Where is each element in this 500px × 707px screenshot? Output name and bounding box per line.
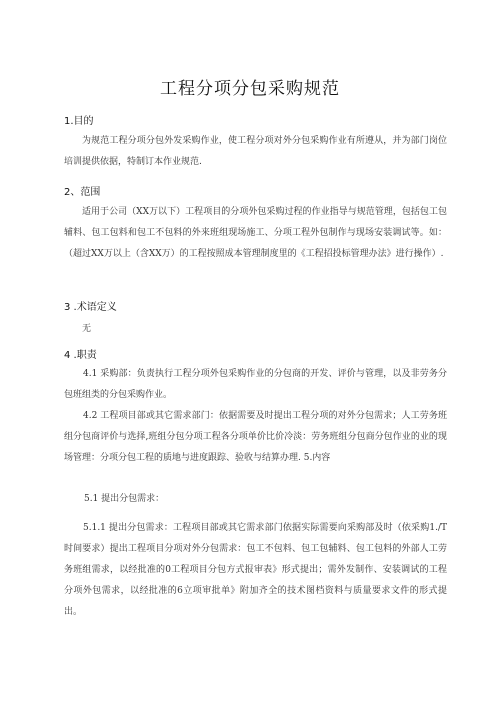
section-1-heading: 1.目的 (64, 116, 94, 127)
section-3-body: 无 (82, 324, 92, 334)
section-4-2: 4.2 工程项目部或其它需求部门：依据需要及时提出工程分项的对外分包需求；人工劳务班组分包商评价与选择,班组分包分项工程各分项单价比价冷淡：劳务班组分包商分包作业的业的现场管理：分项分包工程的质地与进度跟踪、验收与结算办理. 5.内容 (64, 411, 447, 463)
section-2-heading: 2、范围 (64, 187, 101, 198)
section-4-heading: 4 .职责 (64, 350, 97, 361)
section-5-1-1: 5.1.1 提出分包需求：工程项目部或其它需求部门依据实际需要向采购部及时（依采购1./T时间要求）提出工程项目分项对外分包需求：包工不包料、包工包辅料、包工包料的外部人工劳务班组需求，以经批准的0工程项目分包方式报审表》形式提出；需外发制作、安装调试的工程分项外包需求，以经批准的6立项审批单》附加齐全的技术图档资料与质量要求文件的形式提出。 (64, 523, 447, 617)
section-4-1: 4.1 采购部：负责执行工程分项外包采购作业的分包商的开发、评价与管理，以及非劳务分包班组类的分包采购作业。 (64, 369, 447, 400)
section-2-body: 适用于公司（XX万以下）工程项目的分项外包采购过程的作业指导与规范管理，包括包工包辅料、包工包料和包工不包料的外来班组现场施工、分项工程外包制作与现场安装调试等。如：（超过XX万以上（含XX万）的工程按照成本管理制度里的《工程招投标管理办法》进行操作）. (64, 207, 447, 259)
document-title: 工程分项分包采购规范 (160, 79, 340, 99)
section-1-body: 为规范工程分项分包外发采购作业，使工程分项对外分包采购作业有所遵从，并为部门岗位培训提供依据，特制订本作业规范. (64, 136, 447, 167)
section-5-1: 5.1 提出分包需求： (84, 494, 165, 504)
section-3-heading: 3 .术语定义 (64, 302, 117, 313)
